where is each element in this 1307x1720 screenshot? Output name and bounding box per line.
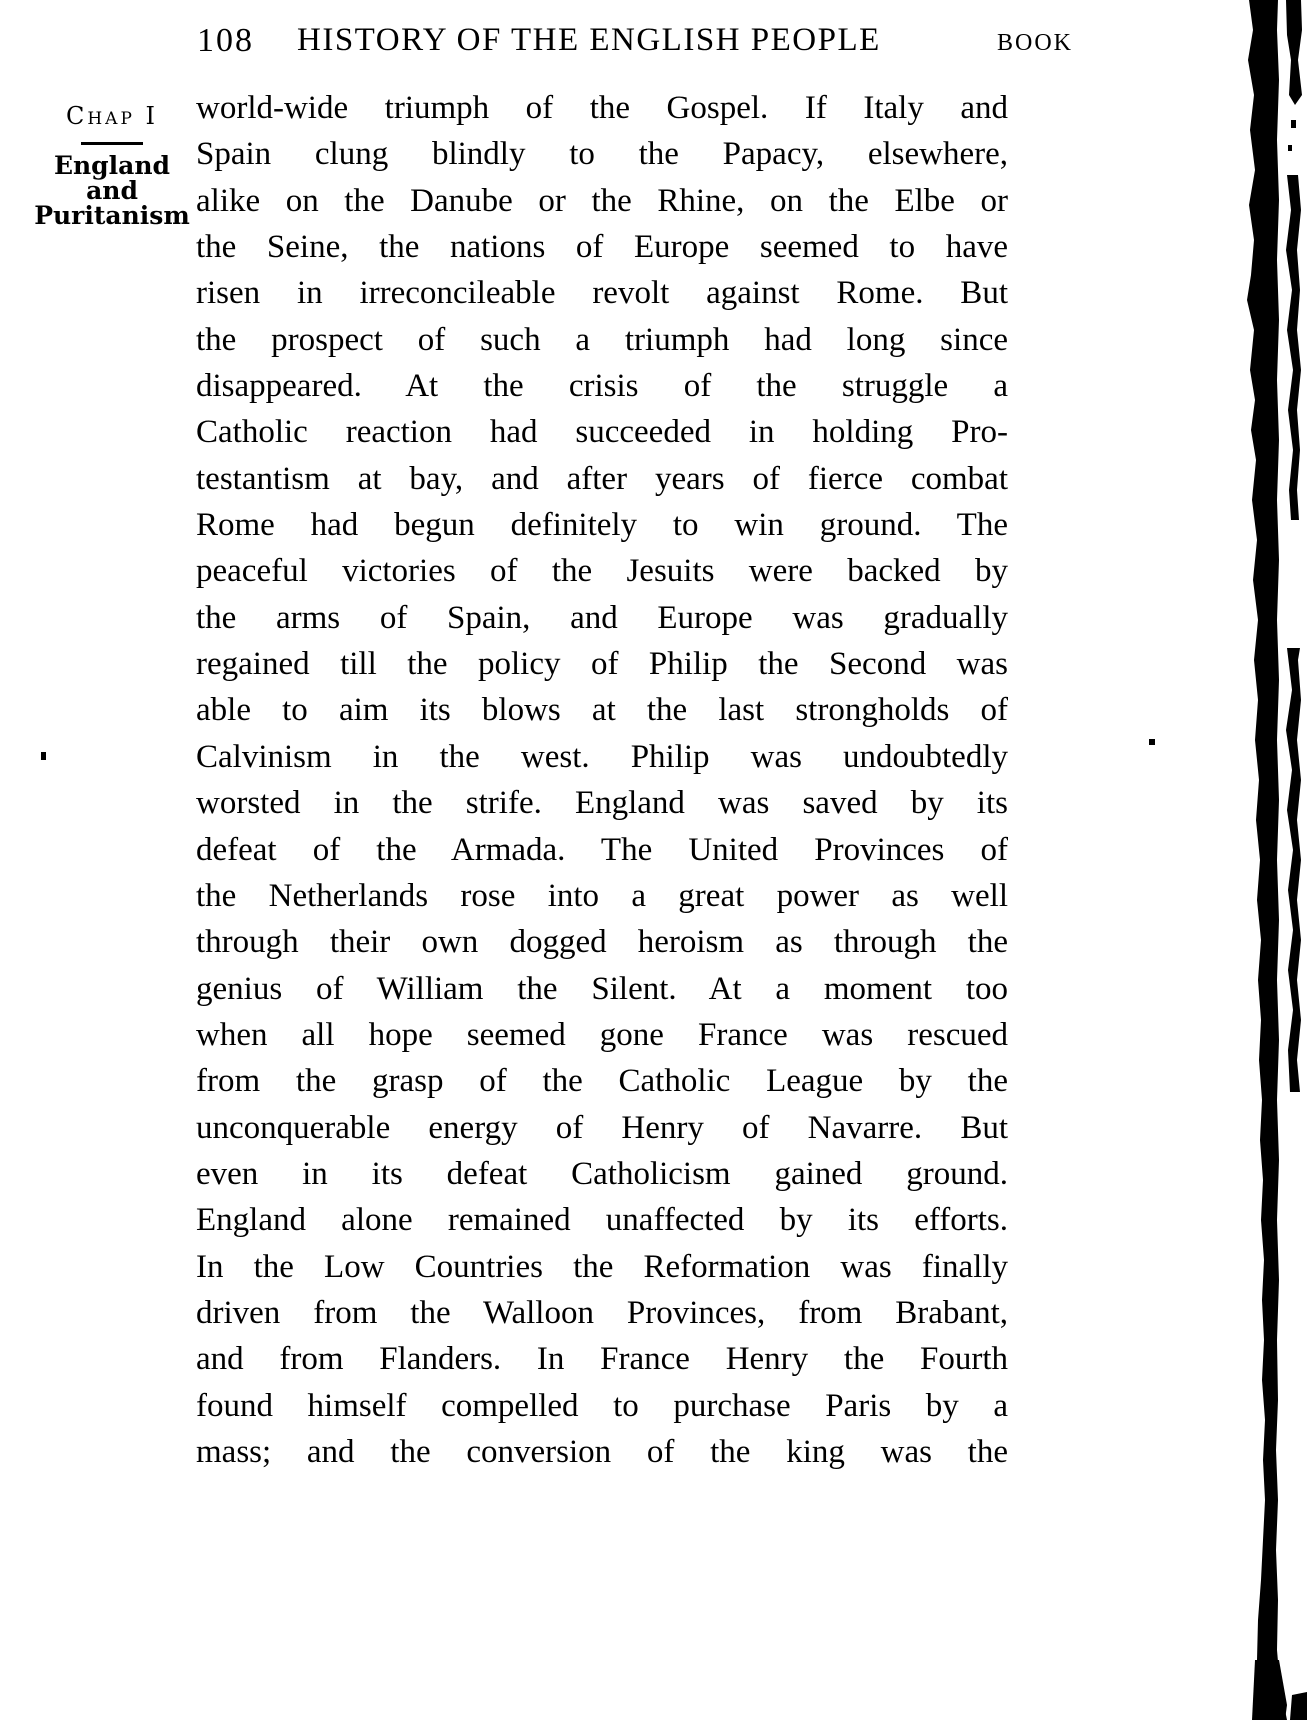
side-note-line: and	[86, 176, 138, 205]
text-line: unconquerable energy of Henry of Navarre. But	[196, 1109, 1008, 1146]
ink-speck	[41, 752, 46, 760]
text-line: from the grasp of the Catholic League by the	[196, 1063, 1008, 1100]
text-line: the Netherlands rose into a great power as well	[196, 877, 1008, 914]
text-line: Catholic reaction had succeeded in holding Pro-	[196, 414, 1008, 451]
side-note-line: Puritanism	[34, 201, 190, 230]
text-line: risen in irreconcileable revolt against Rome. But	[196, 275, 1008, 312]
text-line: driven from the Walloon Provinces, from Brabant,	[196, 1294, 1008, 1331]
ink-speck	[1149, 739, 1155, 745]
text-line: found himself compelled to purchase Paris by a	[196, 1387, 1008, 1424]
text-line: the Seine, the nations of Europe seemed to have	[196, 229, 1008, 266]
chapter-rule	[81, 142, 143, 145]
running-header-title: HISTORY OF THE ENGLISH PEOPLE	[297, 22, 881, 58]
text-line: defeat of the Armada. The United Provinces of	[196, 831, 1008, 868]
text-line: Rome had begun definitely to win ground. The	[196, 507, 1008, 544]
text-line: worsted in the strife. England was saved by its	[196, 785, 1008, 822]
text-line: regained till the policy of Philip the Second was	[196, 646, 1008, 683]
page-number: 108	[197, 22, 254, 59]
margin-note	[28, 100, 196, 228]
text-line: and from Flanders. In France Henry the Fourth	[196, 1341, 1008, 1378]
running-header-book-label: BOOK	[997, 30, 1074, 56]
text-line: peaceful victories of the Jesuits were backed by	[196, 553, 1008, 590]
side-note-line: England	[53, 151, 171, 180]
chapter-label: Chap I	[65, 102, 158, 130]
text-line: testantism at bay, and after years of fierce combat	[196, 460, 1008, 497]
text-line: the prospect of such a triumph had long since	[196, 321, 1008, 358]
text-line: world-wide triumph of the Gospel. If Italy and	[196, 90, 1008, 126]
text-line: Calvinism in the west. Philip was undoubtedly	[196, 738, 1008, 775]
text-line: In the Low Countries the Reformation was finally	[196, 1248, 1008, 1285]
text-line: disappeared. At the crisis of the struggle a	[196, 368, 1008, 405]
text-line: able to aim its blows at the last strongholds of	[196, 692, 1008, 729]
text-line: England alone remained unaffected by its efforts.	[196, 1202, 1008, 1239]
text-line: Spain clung blindly to the Papacy, elsewhere,	[196, 136, 1008, 173]
text-line: genius of William the Silent. At a moment too	[196, 970, 1008, 1007]
text-line: alike on the Danube or the Rhine, on the Elbe or	[196, 182, 1008, 219]
text-line: when all hope seemed gone France was rescued	[196, 1016, 1008, 1053]
body-text-block	[196, 90, 1008, 1480]
text-line: the arms of Spain, and Europe was gradually	[196, 599, 1008, 636]
text-line: mass; and the conversion of the king was the	[196, 1433, 1008, 1470]
text-line: even in its defeat Catholicism gained ground.	[196, 1155, 1008, 1192]
scan-artifact-bars	[1227, 0, 1307, 1720]
text-line: through their own dogged heroism as through the	[196, 924, 1008, 961]
